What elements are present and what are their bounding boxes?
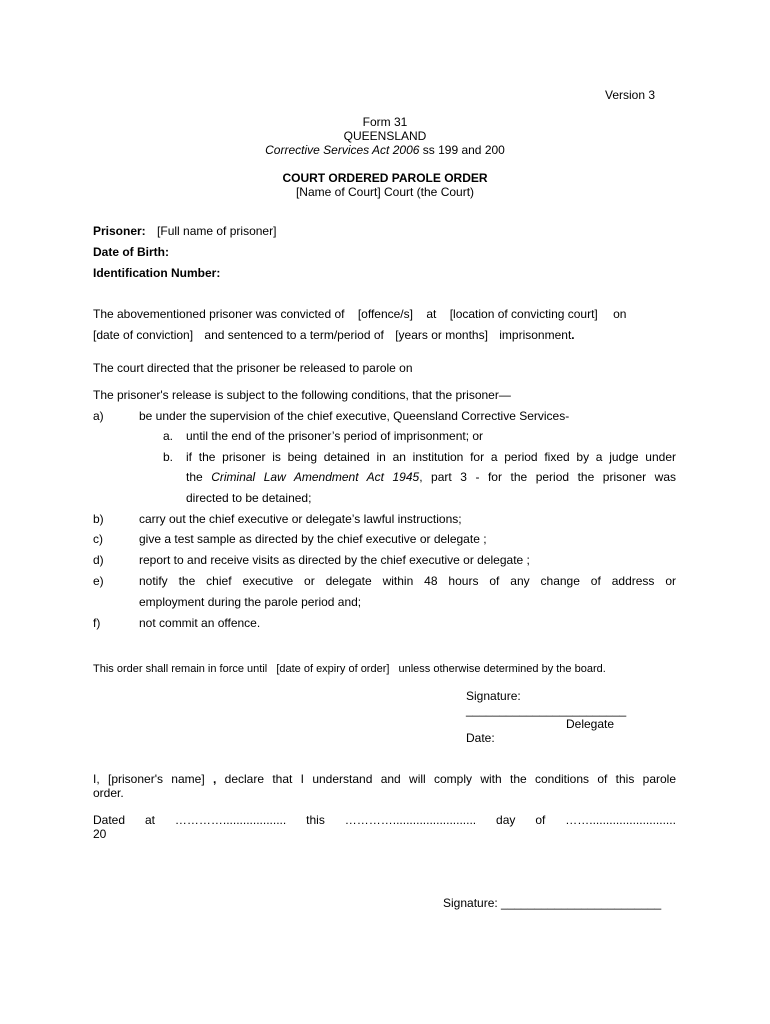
- conviction-line-2: [93, 328, 575, 342]
- act-name: Corrective Services Act 2006: [265, 143, 420, 157]
- declaration-understand: understand and will comply with the conditions of this parole: [312, 772, 677, 786]
- condition-a-label: a): [93, 409, 104, 423]
- condition-f-label: f): [93, 616, 101, 630]
- act-sections: ss 199 and 200: [419, 143, 505, 157]
- conviction-period: .: [571, 328, 575, 342]
- conviction-at: at: [426, 307, 437, 321]
- conviction-on: on: [613, 307, 627, 321]
- prisoner-row: [93, 224, 276, 238]
- conviction-line-1: [93, 307, 626, 321]
- condition-b-label: b): [93, 512, 104, 526]
- prisoner-signature-line: Signature: ________________________: [443, 896, 662, 910]
- declaration-line-2: order.: [93, 786, 124, 800]
- document-title: COURT ORDERED PAROLE ORDER: [282, 171, 488, 185]
- sub-condition-a-text: until the end of the prisoner’s period of imprisonment; or: [186, 429, 484, 443]
- location-placeholder: [location of convicting court]: [449, 307, 598, 321]
- form-number: Form 31: [362, 115, 408, 129]
- condition-b-text: carry out the chief executive or delegate’s lawful instructions;: [139, 512, 462, 526]
- declaration-i: I,: [93, 772, 100, 786]
- dated-line: [93, 813, 676, 827]
- sentence-length-placeholder: [years or months]: [395, 328, 488, 342]
- expiry-statement: [93, 663, 606, 675]
- delegate-signature-line: ________________________: [466, 703, 627, 717]
- conviction-text: The abovementioned prisoner was convicted of: [93, 307, 345, 321]
- delegate-label: Delegate: [566, 717, 615, 731]
- id-number-label: Identification Number:: [93, 266, 221, 280]
- sub-condition-b-line-3: directed to be detained;: [186, 491, 312, 505]
- condition-d-label: d): [93, 553, 104, 567]
- conditions-intro: The prisoner's release is subject to the following conditions, that the prisoner—: [93, 388, 511, 402]
- sub-condition-b-line-2: [186, 470, 676, 484]
- sub-condition-b-pre: the: [186, 470, 212, 484]
- dated-at-label: Dated at: [93, 813, 155, 827]
- dated-place-dots: …………...................: [174, 813, 287, 827]
- dated-day-of: day of: [496, 813, 546, 827]
- state-name: QUEENSLAND: [343, 129, 427, 143]
- condition-c-label: c): [93, 532, 103, 546]
- expiry-post: unless otherwise determined by the board.: [398, 663, 606, 675]
- dob-label: Date of Birth:: [93, 245, 169, 259]
- dated-month-dots: ……..........................: [565, 813, 676, 827]
- dated-year: 20: [93, 827, 107, 841]
- delegate-date-label: Date:: [466, 731, 495, 745]
- condition-e-line-2: employment during the parole period and;: [139, 595, 362, 609]
- declaration-comma: ,: [212, 772, 217, 786]
- imprisonment-text: imprisonment: [499, 328, 572, 342]
- sub-condition-b-post: , part 3 - for the period the prisoner was: [419, 470, 677, 484]
- declaration-declare: declare that I: [224, 772, 304, 786]
- sub-condition-b-label: b.: [163, 450, 174, 464]
- sub-condition-a-label: a.: [163, 429, 174, 443]
- criminal-law-act-name: Criminal Law Amendment Act 1945: [211, 470, 420, 484]
- dated-day-dots: ………….........................: [344, 813, 477, 827]
- condition-e-line-1: notify the chief executive or delegate within 48 hours of any change of address or: [139, 574, 676, 588]
- declaration-line-1: [93, 772, 676, 786]
- expiry-pre: This order shall remain in force until: [93, 663, 268, 675]
- sentence-text: and sentenced to a term/period of: [204, 328, 384, 342]
- parole-release-text: The court directed that the prisoner be released to parole on: [93, 361, 413, 375]
- delegate-signature-label: Signature:: [466, 689, 521, 703]
- version-label: Version 3: [605, 88, 656, 102]
- condition-f-text: not commit an offence.: [139, 616, 261, 630]
- condition-a-text: be under the supervision of the chief executive, Queensland Corrective Services-: [139, 409, 570, 423]
- condition-e-label: e): [93, 574, 104, 588]
- offence-placeholder: [offence/s]: [357, 307, 413, 321]
- prisoner-name-placeholder-2: [prisoner's name]: [108, 772, 205, 786]
- condition-d-text: report to and receive visits as directed by the chief executive or delegate ;: [139, 553, 530, 567]
- act-reference: [0, 143, 770, 157]
- document-subtitle: [Name of Court] Court (the Court): [295, 185, 475, 199]
- prisoner-name-placeholder: [Full name of prisoner]: [157, 224, 277, 238]
- sub-condition-b-line-1: if the prisoner is being detained in an institution for a period fixed by a judge under: [186, 450, 676, 464]
- prisoner-label: Prisoner:: [93, 224, 146, 238]
- condition-c-text: give a test sample as directed by the chief executive or delegate ;: [139, 532, 487, 546]
- expiry-date-placeholder: [date of expiry of order]: [276, 663, 390, 675]
- conviction-date-placeholder: [date of conviction]: [93, 328, 194, 342]
- dated-this: this: [306, 813, 325, 827]
